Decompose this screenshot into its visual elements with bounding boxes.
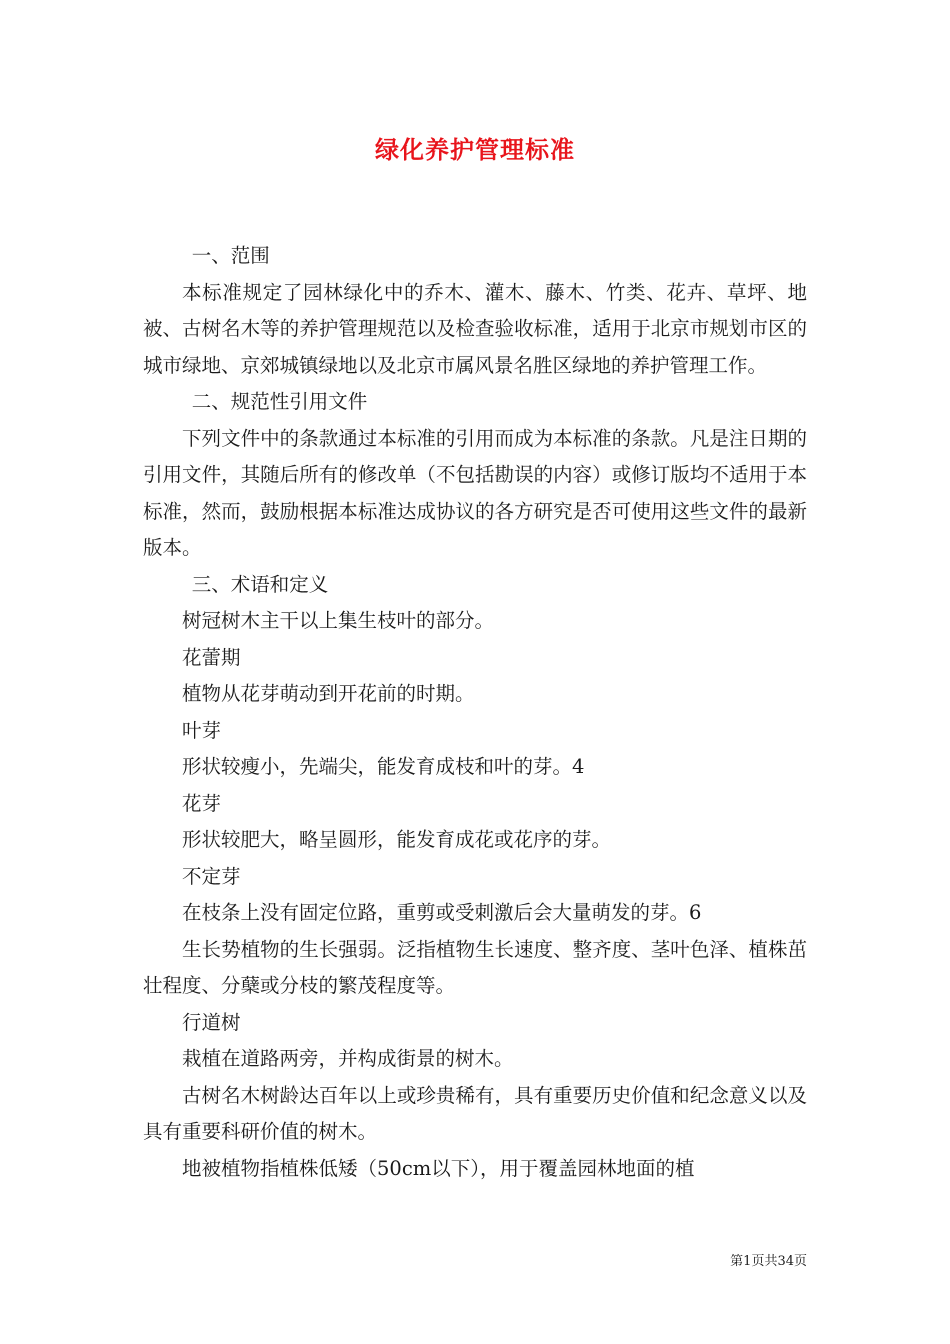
term-definition: 树冠树木主干以上集生枝叶的部分。 bbox=[182, 609, 495, 632]
term-definition: 植物从花芽萌动到开花前的时期。 bbox=[182, 682, 475, 705]
term-name: 行道树 bbox=[182, 1010, 241, 1034]
term-definition: 形状较瘦小，先端尖，能发育成枝和叶的芽。4 bbox=[182, 755, 585, 778]
term-definition: 生长势植物的生长强弱。泛指植物生长速度、整齐度、茎叶色泽、植株茁壮程度、分蘖或分枝的繁茂程度等。 bbox=[143, 937, 807, 997]
section-heading-references: 二、规范性引用文件 bbox=[191, 390, 368, 413]
term-definition: 在枝条上没有固定位路，重剪或受刺激后会大量萌发的芽。6 bbox=[182, 901, 702, 924]
term-name: 花蕾期 bbox=[182, 645, 241, 669]
term-name: 不定芽 bbox=[182, 864, 241, 888]
term-definition: 地被植物指植株低矮（50cm以下），用于覆盖园林地面的植 bbox=[182, 1156, 695, 1180]
section-heading-scope: 一、范围 bbox=[191, 244, 270, 267]
paragraph-scope: 本标准规定了园林绿化中的乔木、灌木、藤木、竹类、花卉、草坪、地被、古树名木等的养护管理规范以及检查验收标准，适用于北京市规划市区的城市绿地、京郊城镇绿地以及北京市属风景名胜区绿地的养护管理工作。 bbox=[143, 280, 807, 377]
document-title: 绿化养护管理标准 bbox=[375, 135, 575, 164]
document-body bbox=[143, 238, 807, 1187]
paragraph-references: 下列文件中的条款通过本标准的引用而成为本标准的条款。凡是注日期的引用文件，其随后所有的修改单（不包括勘误的内容）或修订版均不适用于本标准，然而，鼓励根据本标准达成协议的各方研究是否可使用这些文件的最新版本。 bbox=[143, 426, 807, 559]
term-definition: 形状较肥大，略呈圆形，能发育成花或花序的芽。 bbox=[182, 828, 612, 851]
section-heading-terms: 三、术语和定义 bbox=[191, 572, 329, 596]
page-number-footer: 第1页共34页 bbox=[730, 1254, 807, 1269]
term-name: 花芽 bbox=[182, 791, 222, 815]
term-name: 叶芽 bbox=[182, 718, 222, 742]
term-definition: 古树名木树龄达百年以上或珍贵稀有，具有重要历史价值和纪念意义以及具有重要科研价值的树木。 bbox=[143, 1083, 807, 1143]
term-definition: 栽植在道路两旁，并构成街景的树木。 bbox=[182, 1047, 514, 1070]
